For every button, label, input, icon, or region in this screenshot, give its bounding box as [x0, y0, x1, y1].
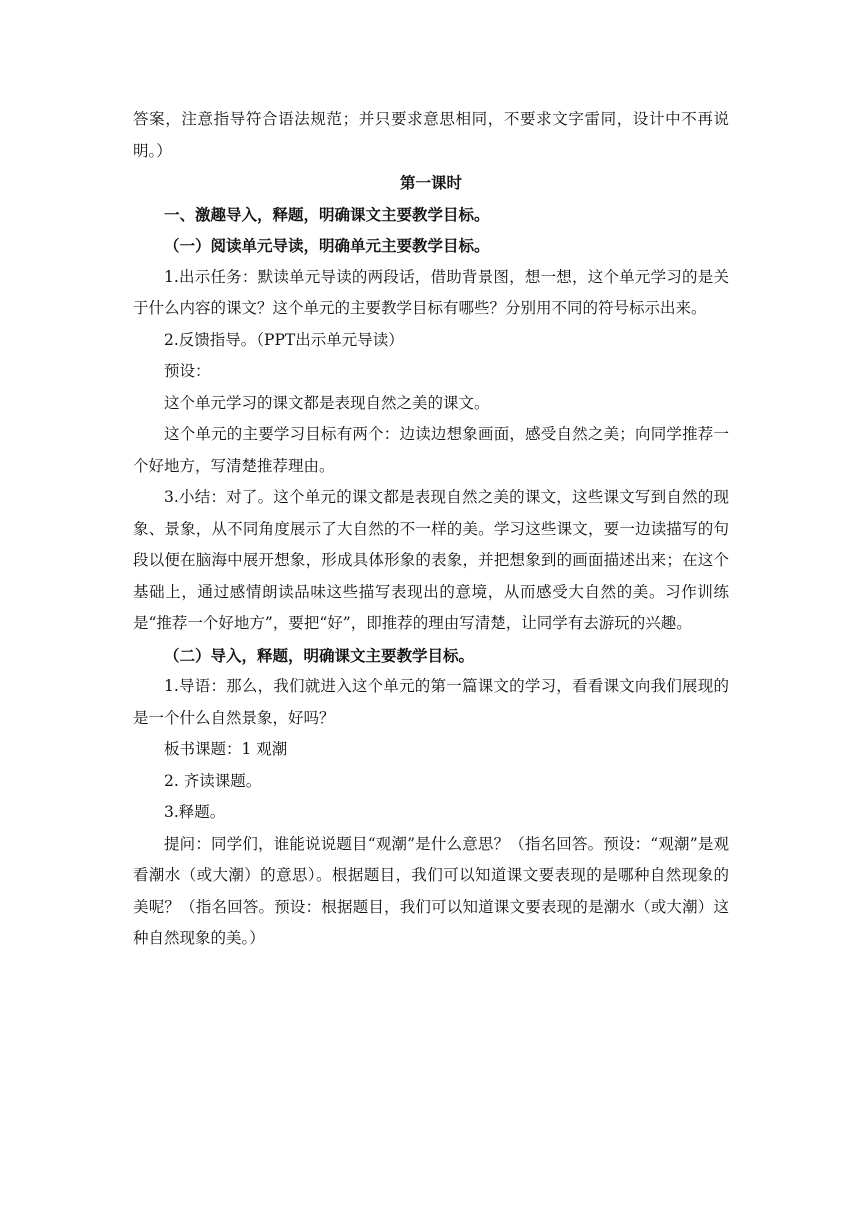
- document-page: [133, 104, 729, 955]
- paragraph-preset-2: 这个单元的主要学习目标有两个：边读边想象画面，感受自然之美；向同学推荐一个好地方，写清楚推荐理由。: [133, 425, 729, 475]
- paragraph-preset-1: 这个单元学习的课文都是表现自然之美的课文。: [164, 393, 490, 412]
- paragraph-read-title: 2. 齐读课题。: [164, 771, 262, 790]
- paragraph-continuation: 答案，注意指导符合语法规范；并只要求意思相同，不要求文字雷同，设计中不再说明。）: [133, 110, 729, 160]
- paragraph-explain-title: 3.释题。: [164, 803, 226, 821]
- subsection-heading-1: （一）阅读单元导读，明确单元主要教学目标。: [164, 236, 490, 255]
- paragraph-task: 1.出示任务：默读单元导读的两段话，借助背景图，想一想，这个单元学习的是关于什么内容的课文？这个单元的主要教学目标有哪些？分别用不同的符号标示出来。: [133, 267, 729, 317]
- paragraph-intro: 1.导语：那么，我们就进入这个单元的第一篇课文的学习，看看课文向我们展现的是一个什么自然景象，好吗？: [133, 677, 729, 727]
- section-heading-1: 一、激趣导入，释题，明确课文主要教学目标。: [164, 204, 490, 224]
- subsection-heading-2: （二）导入，释题，明确课文主要教学目标。: [164, 645, 475, 665]
- lesson-heading: 第一课时: [399, 173, 462, 192]
- paragraph-board-title: 板书课题：1 观潮: [164, 740, 288, 758]
- paragraph-question: 提问：同学们，谁能说说题目“观潮”是什么意思？（指名回答。预设：“观潮”是观看潮水（或大潮）的意思）。根据题目，我们可以知道课文要表现的是哪种自然现象的美呢？（指名回答。预设：根据题目，我们可以知道课文要表现的是潮水（或大潮）这种自然现象的美。）: [133, 834, 729, 947]
- paragraph-summary: 3.小结：对了。这个单元的课文都是表现自然之美的课文，这些课文写到自然的现象、景象，从不同角度展示了大自然的不一样的美。学习这些课文，要一边读描写的句段以便在脑海中展开想象，形成具体形象的表象，并把想象到的画面描述出来；在这个基础上，通过感情朗读品味这些描写表现出的意境，从而感受大自然的美。习作训练是“推荐一个好地方”，要把“好”，即推荐的理由写清楚，让同学有去游玩的兴趣。: [133, 488, 729, 632]
- paragraph-feedback: 2.反馈指导。（PPT出示单元导读）: [164, 330, 404, 349]
- paragraph-preset-label: 预设：: [164, 362, 211, 380]
